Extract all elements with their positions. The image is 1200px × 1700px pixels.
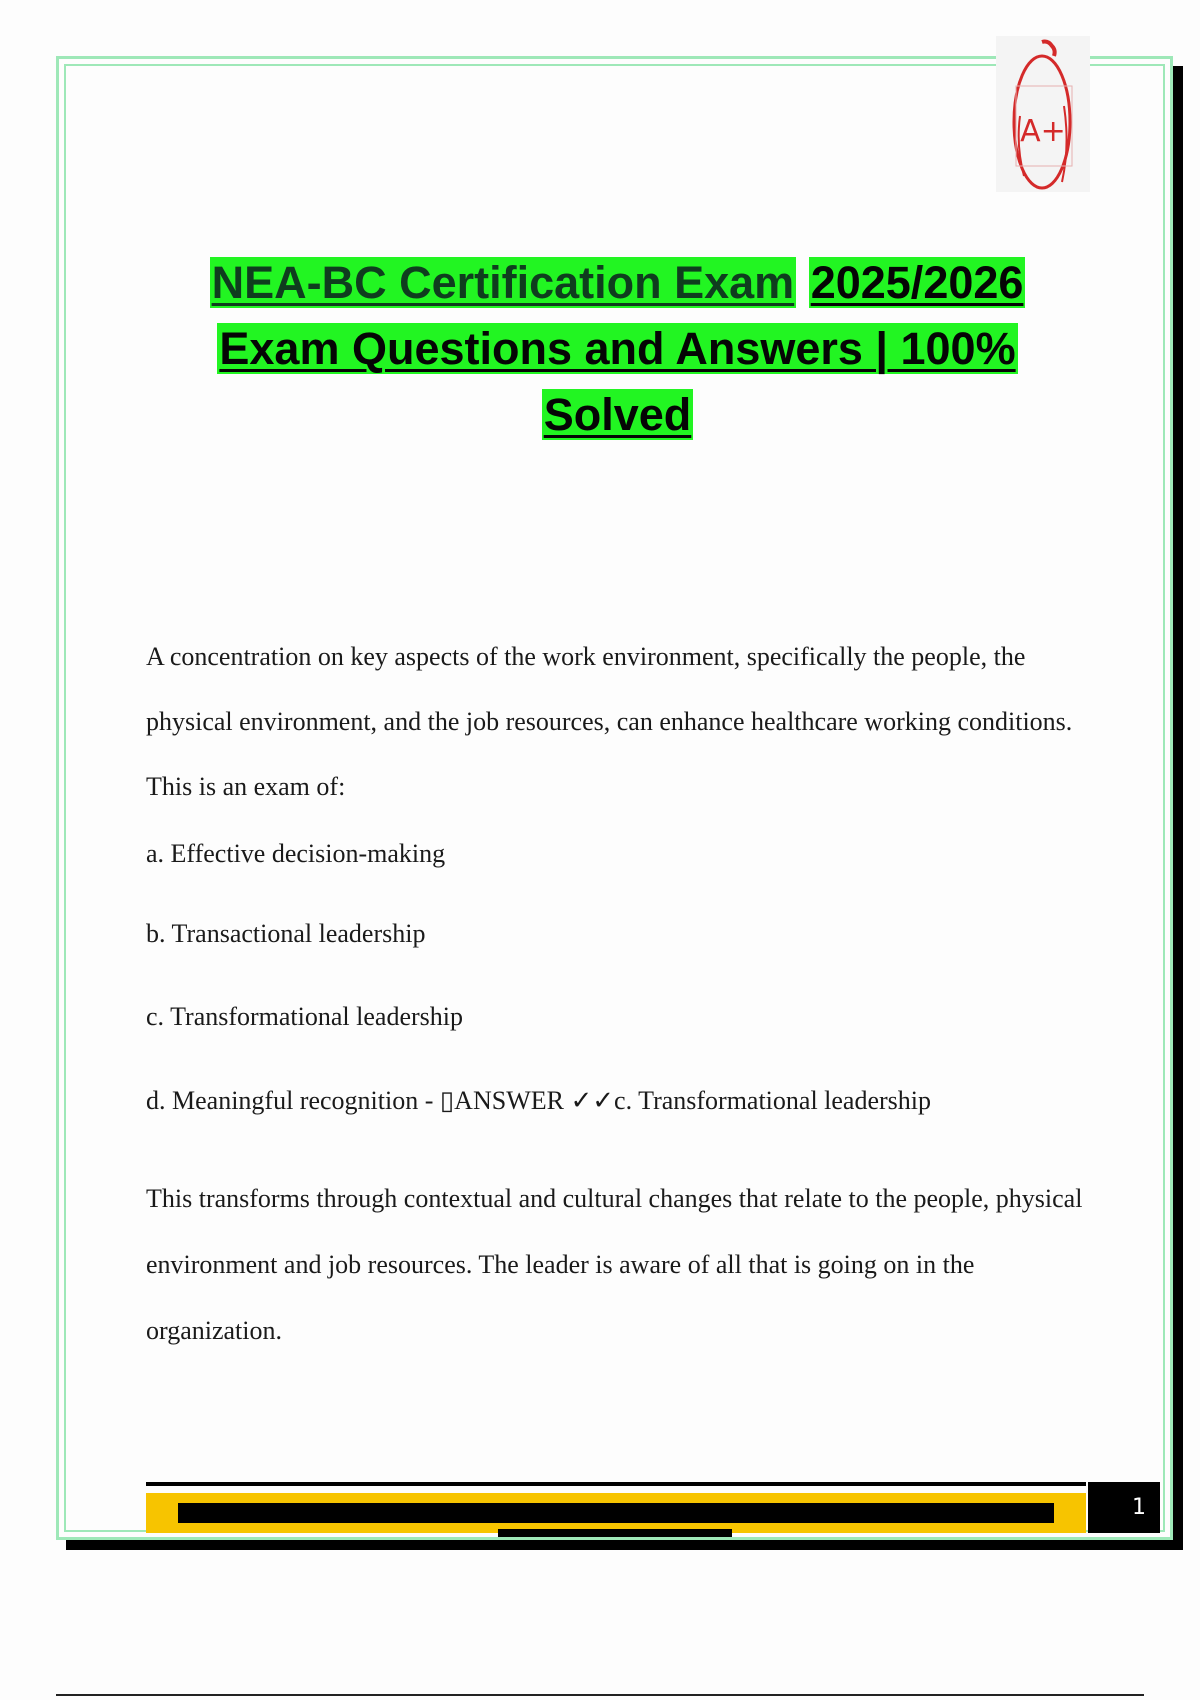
footer-rule bbox=[146, 1482, 1086, 1486]
footer-bar-inner bbox=[178, 1503, 1054, 1523]
option-a: a. Effective decision-making bbox=[146, 839, 446, 868]
title-line-2: Exam Questions and Answers | 100% bbox=[219, 323, 1016, 374]
grade-stamp-icon bbox=[996, 36, 1090, 192]
title-line-1-part-2: 2025/2026 bbox=[810, 257, 1024, 308]
answer-explanation: This transforms through contextual and cultural changes that relate to the people, physical environment and job resources. The leader is aware of all that is going on in the organization. bbox=[146, 1184, 1083, 1345]
footer-bar-accent bbox=[498, 1529, 732, 1537]
title-line-3: Solved bbox=[543, 389, 692, 440]
title-line-1-part-1: NEA-BC Certification Exam bbox=[211, 257, 795, 308]
bottom-divider bbox=[56, 1694, 1144, 1696]
page-number: 1 bbox=[1088, 1482, 1160, 1533]
option-d-answer: d. Meaningful recognition - ▯ANSWER ✓✓c. Transformational leadership bbox=[146, 1086, 932, 1115]
grade-stamp-label: A+ bbox=[1020, 114, 1066, 149]
footer-bar bbox=[146, 1493, 1086, 1533]
page-title bbox=[120, 250, 1115, 448]
option-b: b. Transactional leadership bbox=[146, 919, 426, 948]
option-c: c. Transformational leadership bbox=[146, 1002, 463, 1031]
question-stem: A concentration on key aspects of the work environment, specifically the people, the physical environment, and the job resources, can enhance healthcare working conditions. This is an exam of: bbox=[146, 642, 1073, 801]
